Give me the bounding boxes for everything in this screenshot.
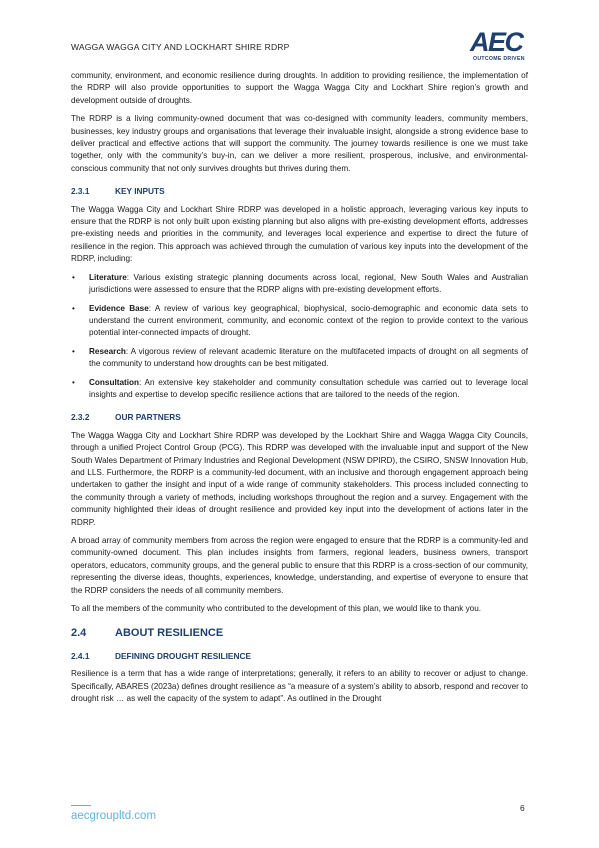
list-item-term: Research — [89, 346, 126, 356]
bullet-icon: • — [72, 272, 75, 282]
page-number: 6 — [520, 803, 525, 813]
paragraph: The Wagga Wagga City and Lockhart Shire RDRP was developed in a holistic approach, leveraging various key inputs to ensure that the RDRP is not only built upon existing planning but also aligns with pre-existing development efforts, addresses pre-existing needs and priorities in the community, and leverages local experience and expertise to direct the future of resilience in the region. This approach was achieved through the cumulation of various key inputs into the development of the RDRP, including: — [71, 204, 528, 264]
list-item-text: : An extensive key stakeholder and community consultation schedule was carried out to leverage local insights and expertise to develop specific resilience actions that are tailored to the needs of the region. — [89, 377, 528, 399]
list-item-term: Literature — [89, 272, 127, 282]
key-inputs-list — [71, 272, 528, 402]
footer-url-link[interactable]: aecgroupltd.com — [71, 810, 157, 822]
list-item-term: Evidence Base — [89, 303, 149, 313]
list-item — [71, 303, 528, 340]
list-item-term: Consultation — [89, 377, 140, 387]
aec-logo — [470, 27, 530, 65]
logo-tagline: OUTCOME DRIVEN — [473, 56, 525, 62]
list-item-text: : A review of various key geographical, biophysical, socio-demographic and economic data sets to understand the current environment, community, and economic context of the region to provide context to the various potential inter-connected impacts of drought. — [89, 303, 528, 338]
section-heading-2-4-1 — [71, 650, 528, 662]
bullet-icon: • — [72, 346, 75, 356]
section-title: ABOUT RESILIENCE — [115, 627, 224, 640]
bullet-icon: • — [72, 303, 75, 313]
list-item — [71, 377, 528, 402]
footer-divider — [71, 805, 91, 806]
paragraph: The Wagga Wagga City and Lockhart Shire RDRP was developed by the Lockhart Shire and Wagga Wagga City Councils, through a unified Project Control Group (PCG). This RDRP was developed with the invaluable input and support of the New South Wales Department of Primary Industries and Regional Development (NSW DPIRD), the CSIRO, SNSW Innovation Hub, and LLS. Furthermore, the RDRP is a community-led document, with an inclusive and thorough engagement approach being undertaken to gather the insight and input of a wide range of community stakeholders. This process included connecting to the community through a variety of methods, including workshops throughout the region and a survey. Engagement with the community highlighted their ideas of drought resilience and provided key input into the development of actions later in the RDRP. — [71, 430, 529, 527]
page-body — [71, 70, 528, 711]
section-title: DEFINING DROUGHT RESILIENCE — [115, 650, 251, 661]
section-number: 2.3.1 — [71, 186, 90, 197]
running-header: WAGGA WAGGA CITY AND LOCKHART SHIRE RDRP — [71, 42, 290, 52]
bullet-icon: • — [72, 377, 75, 387]
section-heading-2-3-2 — [71, 411, 528, 423]
list-item — [71, 346, 528, 371]
list-item — [71, 272, 528, 297]
list-item-text: : Various existing strategic planning documents across local, regional, New South Wales and Australian jurisdictions were assessed to ensure that the RDRP aligns with pre-existing development efforts. — [89, 272, 528, 295]
section-number: 2.3.2 — [71, 412, 90, 423]
section-number: 2.4 — [71, 627, 87, 640]
paragraph: The RDRP is a living community-owned document that was co-designed with community leaders, community members, businesses, key industry groups and organisations that leverage their invaluable insight, alongside a strong evidence base to deliver practical and effective actions that will support the community. The journey towards resilience is one we must take together, only with the community’s buy-in, can we deliver a more resilient, prosperous, inclusive, and environmental-conscious community that not only survives droughts but thrives during them. — [71, 114, 528, 173]
section-heading-2-3-1 — [71, 185, 528, 197]
section-heading-2-4 — [71, 627, 528, 639]
paragraph: Resilience is a term that has a wide range of interpretations; generally, it refers to an ability to recover or adjust to change. Specifically, ABARES (2023a) defines drought resilience as “a measure of a system’s ability to absorb, respond and recover to drought risk … as well the capacity of the system to adapt”. As outlined in the Drought — [71, 669, 528, 704]
section-number: 2.4.1 — [71, 650, 90, 661]
section-title: KEY INPUTS — [115, 186, 165, 197]
section-title: OUR PARTNERS — [115, 412, 181, 423]
paragraph: To all the members of the community who contributed to the development of this plan, we would like to thank you. — [71, 604, 482, 614]
logo-mark: AEC — [470, 27, 523, 57]
paragraph: A broad array of community members from across the region were engaged to ensure that the RDRP is a community-led and community-owned document. This plan includes insights from farmers, regional leaders, business owners, transport operators, educators, community groups, and the general public to ensure that this RDRP is a cross-section of our community, representing the diverse ideas, thoughts, experiences, knowledge, understanding, and expertise of everyone to ensure that the RDRP considers the needs of all community members. — [71, 536, 528, 595]
paragraph: community, environment, and economic resilience during droughts. In addition to providing resilience, the implementation of the RDRP will also provide opportunities to support the Wagga Wagga City and Lockhart Shire region’s growth and development outside of droughts. — [71, 71, 528, 105]
list-item-text: : A vigorous review of relevant academic literature on the multifaceted impacts of drought on all segments of the community to understand how droughts can be best mitigated. — [89, 346, 528, 369]
